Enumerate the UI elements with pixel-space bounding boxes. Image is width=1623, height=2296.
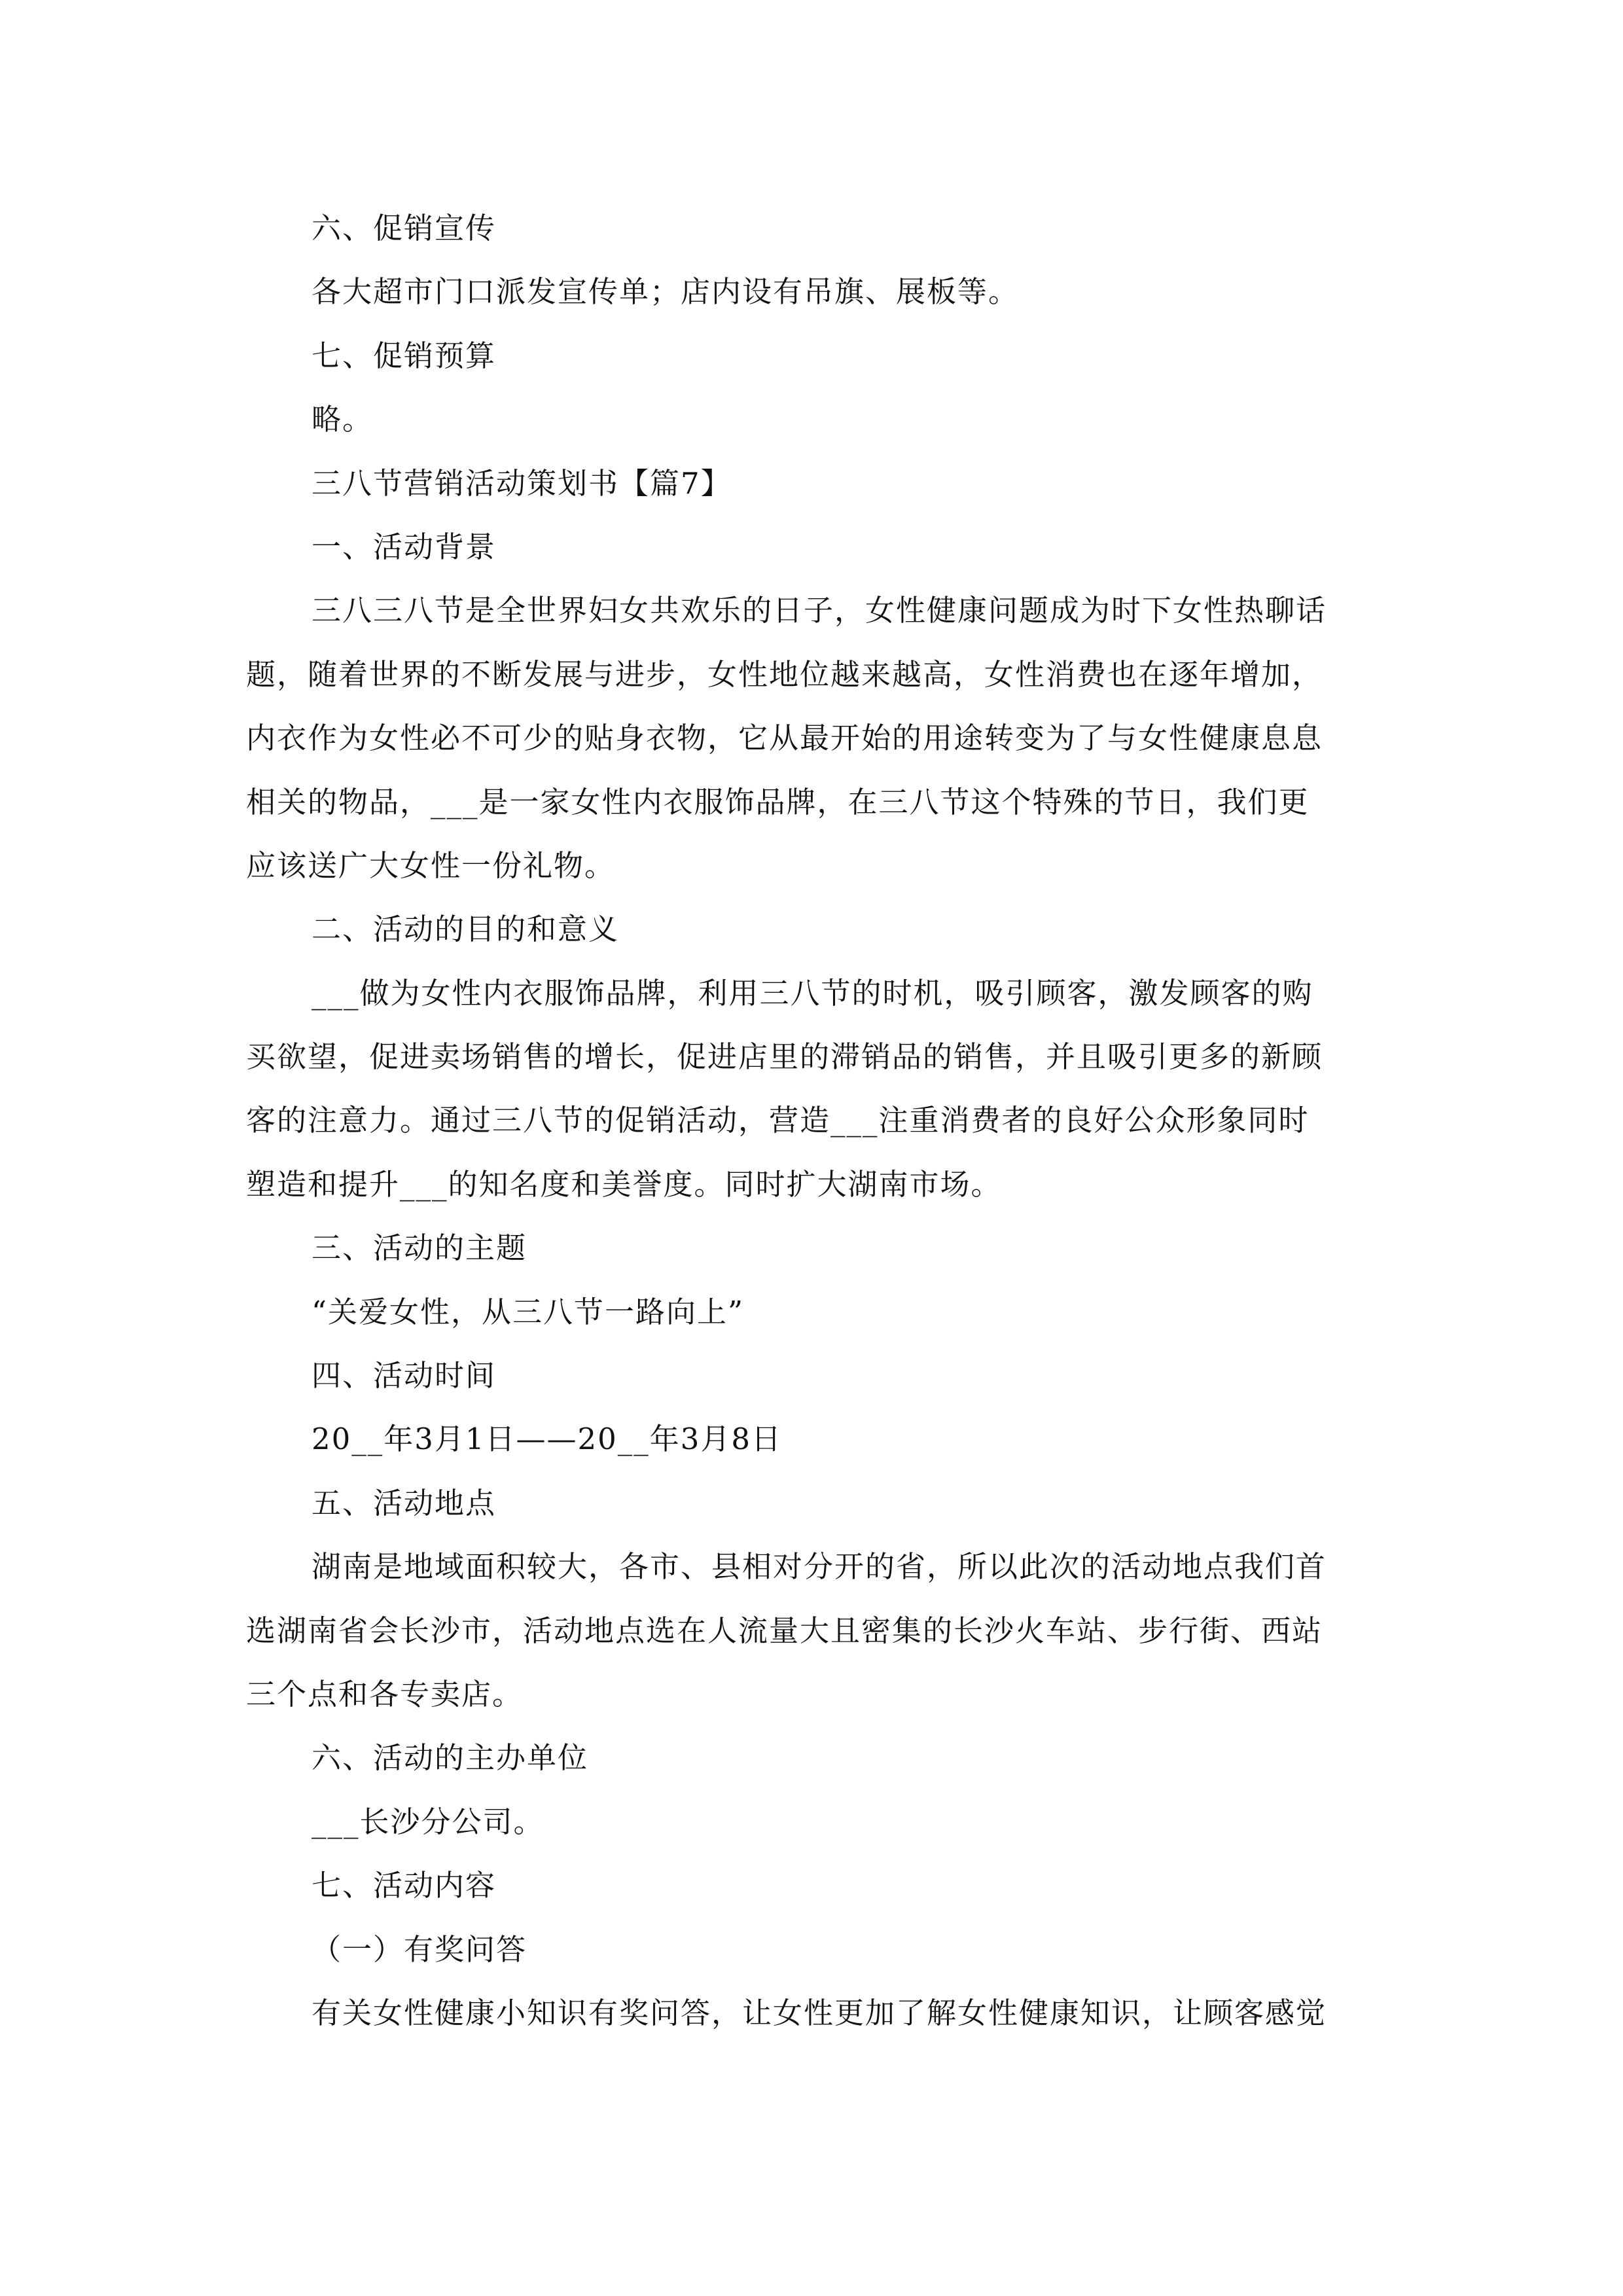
heading-line: 三、活动的主题 [312,1230,527,1266]
section-heading-promo-budget [246,324,1382,387]
paragraph-time [246,1407,1382,1471]
paragraph-line: 20__年3月1日——20__年3月8日 [312,1422,783,1457]
heading-line: 六、促销宣传 [312,211,497,245]
article-title [246,452,1382,515]
paragraph-purpose [246,961,1382,1217]
section-heading-content [246,1854,1382,1917]
heading-line: 七、促销预算 [312,338,497,373]
heading-line: 七、活动内容 [312,1868,497,1903]
heading-line: 六、活动的主办单位 [312,1740,589,1776]
section-heading-theme [246,1216,1382,1280]
paragraph-line: 相关的物品，___是一家女性内衣服饰品牌，在三八节这个特殊的节日，我们更 [246,784,1310,819]
paragraph-background [246,579,1382,897]
paragraph-promo-budget [246,387,1382,451]
paragraph-line: ___做为女性内衣服饰品牌，利用三八节的时机，吸引顾客，激发顾客的购 [312,975,1313,1011]
paragraph-line: “关爱女性，从三八节一路向上” [312,1294,745,1329]
heading-line: 二、活动的目的和意义 [312,912,620,947]
paragraph-line: 略。 [312,402,374,437]
paragraph-line: 选湖南省会长沙市，活动地点选在人流量大且密集的长沙火车站、步行街、西站 [246,1613,1323,1648]
paragraph-line: 有关女性健康小知识有奖问答，让女性更加了解女性健康知识，让顾客感觉 [312,1995,1327,2030]
paragraph-theme [246,1280,1382,1344]
heading-line: 四、活动时间 [312,1358,497,1393]
document-body [246,196,1382,2045]
title-line: 三八节营销活动策划书【篇7】 [312,465,732,501]
paragraph-line: 三个点和各专卖店。 [246,1676,524,1712]
paragraph-line: 题，随着世界的不断发展与进步，女性地位越来越高，女性消费也在逐年增加， [246,656,1323,692]
section-heading-location [246,1471,1382,1535]
paragraph-line: 买欲望，促进卖场销售的增长，促进店里的滞销品的销售，并且吸引更多的新顾 [246,1039,1323,1075]
paragraph-line: 湖南是地域面积较大，各市、县相对分开的省，所以此次的活动地点我们首 [312,1549,1327,1585]
paragraph-line: ___长沙分公司。 [312,1804,544,1839]
paragraph-promo-publicity [246,260,1382,323]
paragraph-line: 各大超市门口派发宣传单；店内设有吊旗、展板等。 [312,274,1020,310]
heading-line: （一）有奖问答 [312,1931,527,1967]
section-heading-background [246,515,1382,579]
heading-line: 一、活动背景 [312,529,497,564]
subsection-heading-quiz [246,1918,1382,1981]
paragraph-line: 应该送广大女性一份礼物。 [246,848,616,883]
paragraph-line: 三八三八节是全世界妇女共欢乐的日子，女性健康问题成为时下女性热聊话 [312,593,1327,628]
paragraph-location [246,1535,1382,1726]
heading-line: 五、活动地点 [312,1485,497,1520]
paragraph-quiz [246,1981,1382,2045]
paragraph-line: 塑造和提升___的知名度和美誉度。同时扩大湖南市场。 [246,1166,1002,1202]
paragraph-line: 客的注意力。通过三八节的促销活动，营造___注重消费者的良好公众形象同时 [246,1103,1310,1138]
paragraph-line: 内衣作为女性必不可少的贴身衣物，它从最开始的用途转变为了与女性健康息息 [246,721,1323,756]
section-heading-promo-publicity [246,196,1382,260]
paragraph-organizer [246,1790,1382,1854]
section-heading-purpose [246,897,1382,961]
section-heading-time [246,1344,1382,1407]
section-heading-organizer [246,1726,1382,1789]
